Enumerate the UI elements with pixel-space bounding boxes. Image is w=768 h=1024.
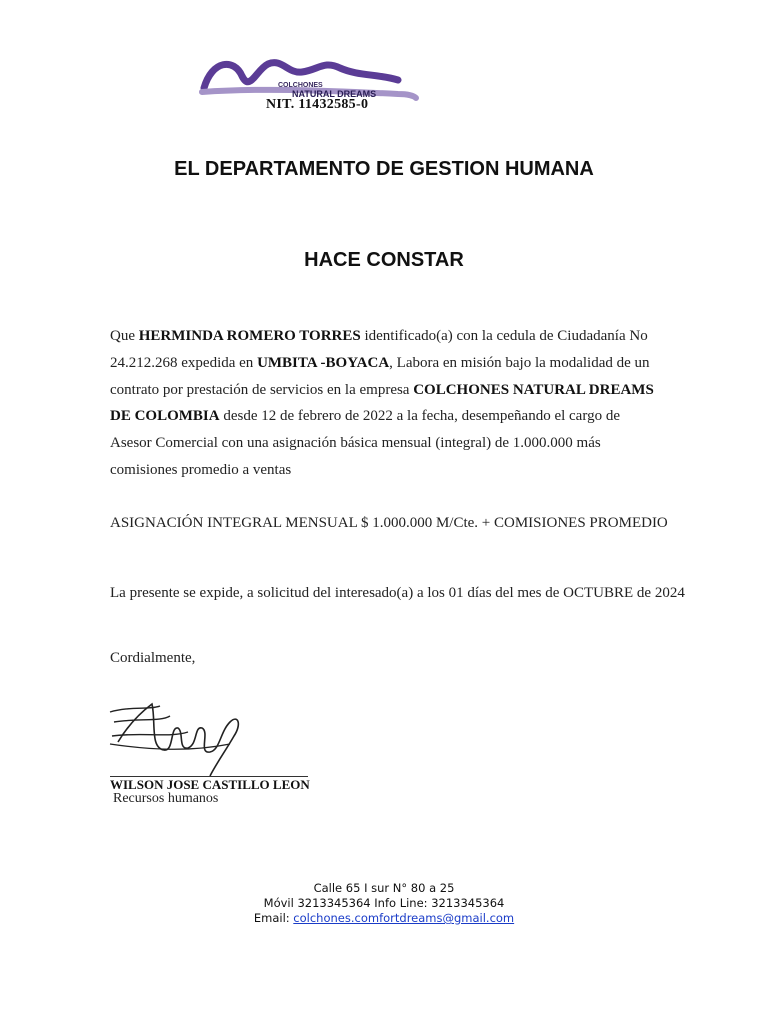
closing-text: Cordialmente, xyxy=(110,650,196,666)
logo-brand-line2: NATURAL DREAMS xyxy=(292,89,377,99)
certificate-paragraph xyxy=(110,323,662,484)
issue-place: UMBITA -BOYACA xyxy=(257,354,390,371)
signer-name: WILSON JOSE CASTILLO LEON xyxy=(110,777,310,792)
footer-phones: Móvil 3213345364 Info Line: 3213345364 xyxy=(263,896,505,910)
text-que: Que xyxy=(110,328,135,344)
handwritten-signature xyxy=(70,692,290,782)
company-nit: NIT. 11432585-0 xyxy=(266,97,369,112)
footer-email-label: Email: xyxy=(253,911,290,925)
footer-email-line xyxy=(0,911,768,925)
text-rest: desde 12 de febrero de 2022 a la fecha, desempeñando el cargo de Asesor Comercial con una asignación básica mensual (integral) de 1.000.000 más comisiones promedio a ventas xyxy=(110,408,620,478)
salary-line: ASIGNACIÓN INTEGRAL MENSUAL $ 1.000.000 M/Cte. + COMISIONES PROMEDIO xyxy=(110,515,668,531)
logo-brand-line1: COLCHONES xyxy=(278,82,323,89)
signer-role: Recursos humanos xyxy=(113,791,219,806)
text-labora: , Labora en misión bajo la modalidad de un contrato por prestación de servicios en la empresa xyxy=(110,354,650,398)
document-title: HACE CONSTAR xyxy=(304,249,464,271)
employee-name: HERMINDA ROMERO TORRES xyxy=(138,328,361,344)
footer-email-link[interactable]: colchones.comfortdreams@gmail.com xyxy=(293,911,515,925)
company-name: COLCHONES NATURAL DREAMS DE COLOMBIA xyxy=(110,381,654,425)
department-heading: EL DEPARTAMENTO DE GESTION HUMANA xyxy=(174,158,594,180)
signature-scribble xyxy=(70,692,290,782)
issue-statement: La presente se expide, a solicitud del interesado(a) a los 01 días del mes de OCTUBRE de 2024 xyxy=(110,585,685,601)
footer-address: Calle 65 I sur N° 80 a 25 xyxy=(313,881,455,895)
text-identification: identificado(a) con la cedula de Ciudadanía No 24.212.268 expedida en xyxy=(110,328,648,371)
